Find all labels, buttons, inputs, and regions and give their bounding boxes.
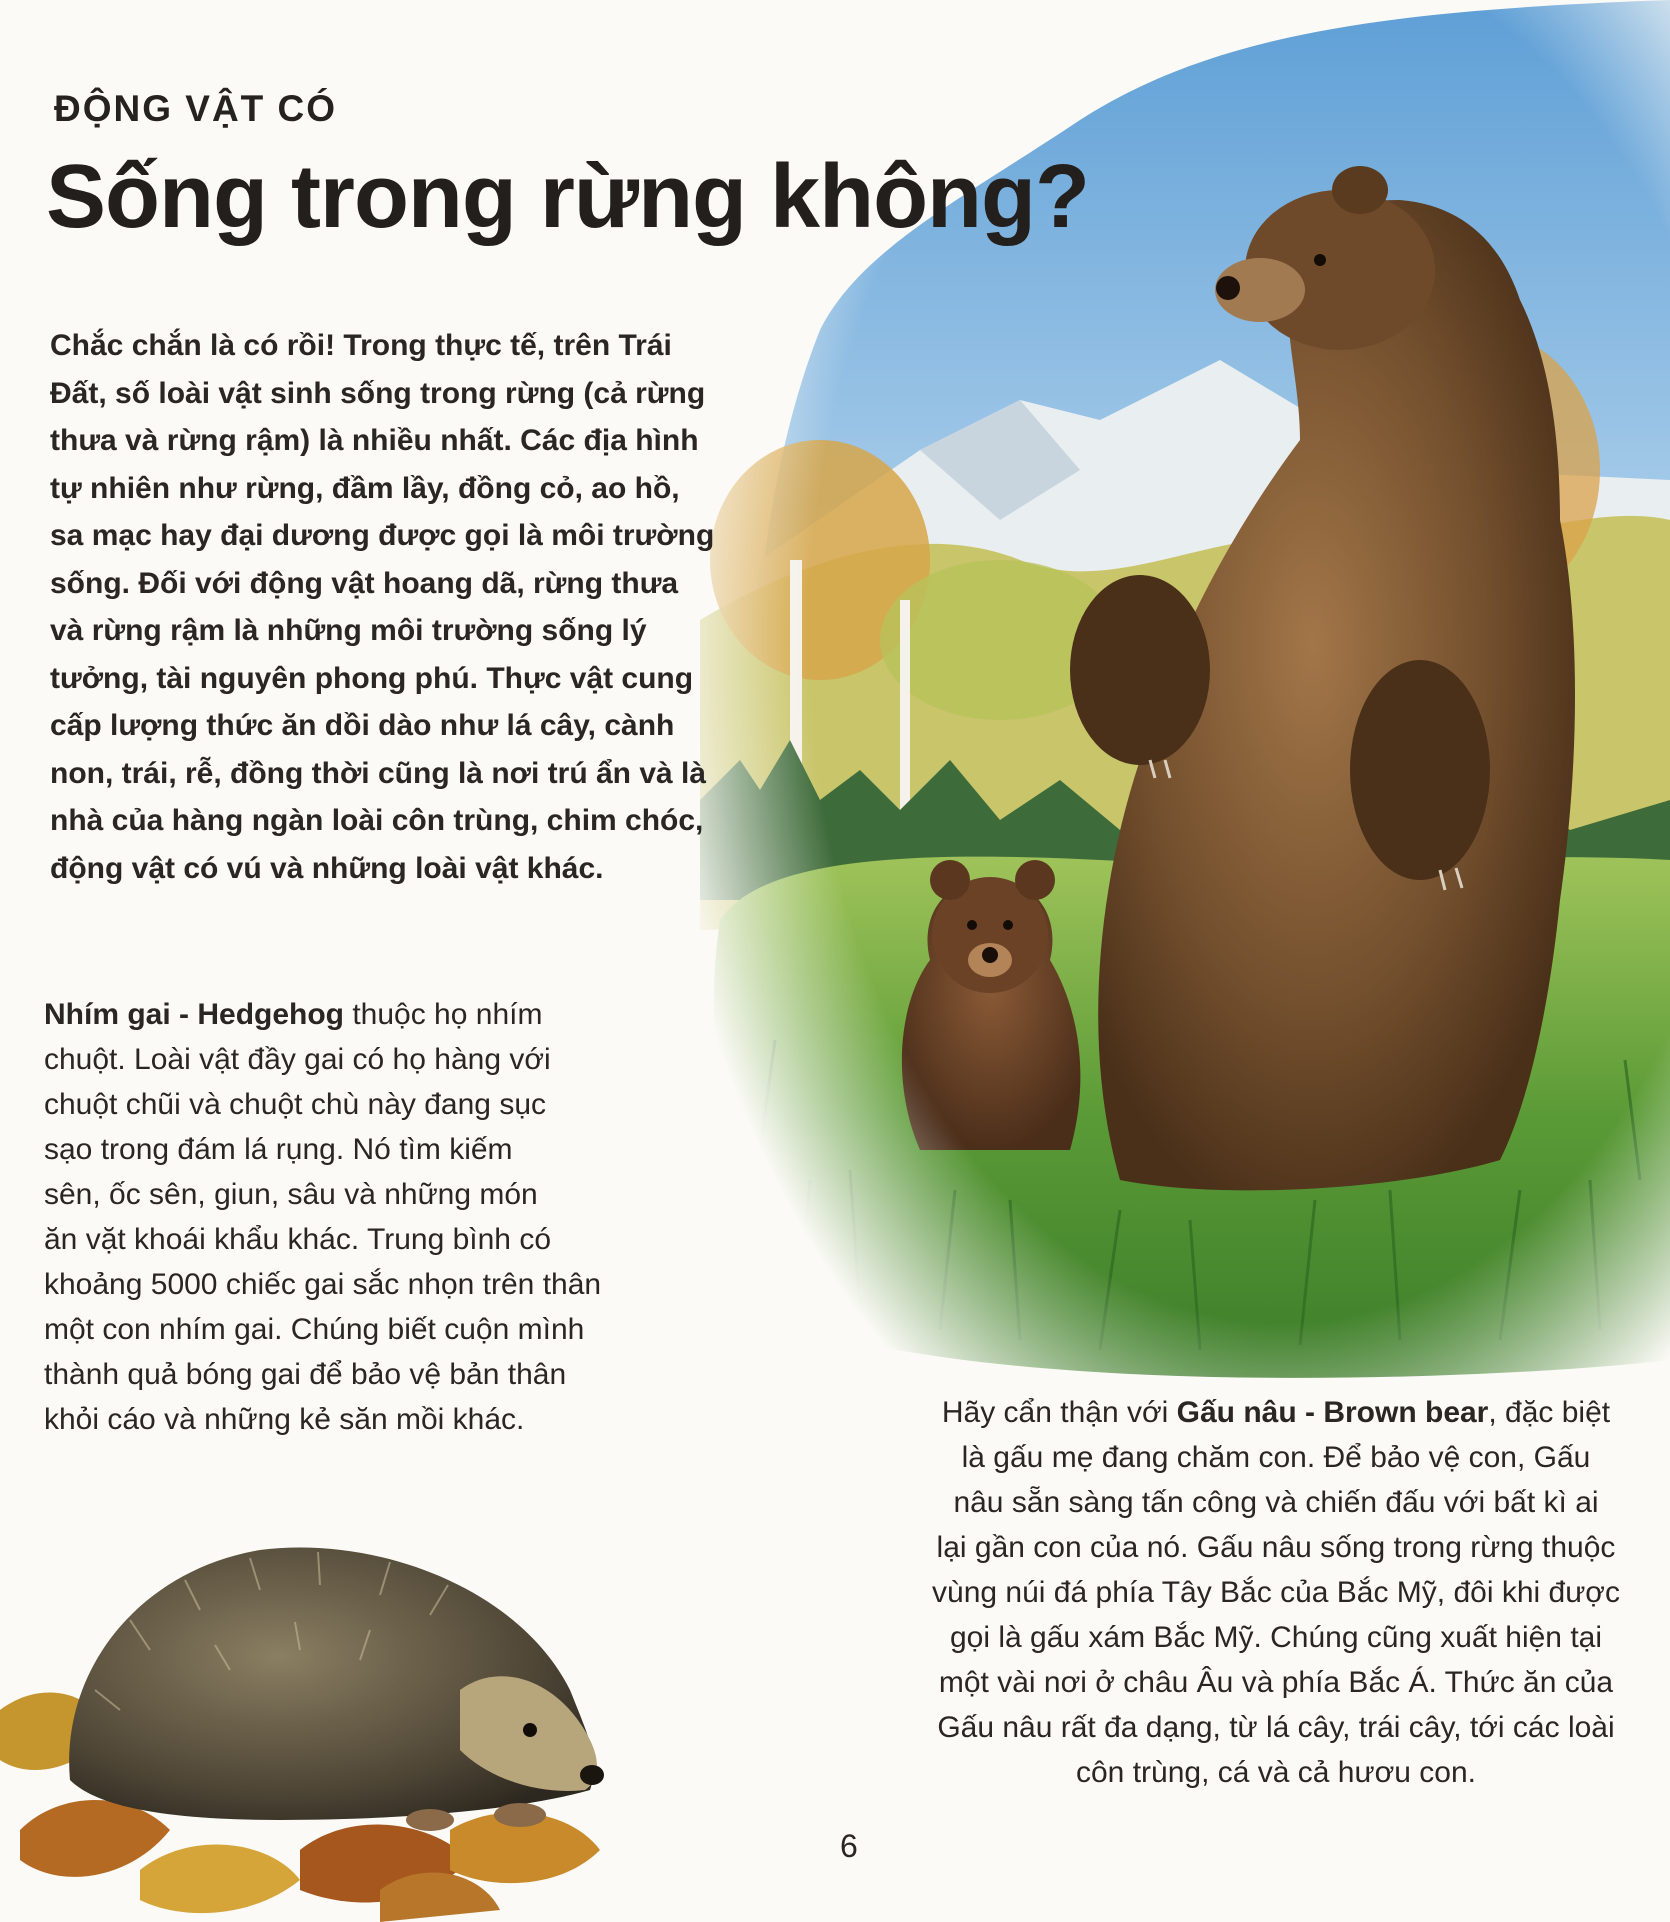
hedgehog-name: Nhím gai - Hedgehog bbox=[44, 998, 344, 1031]
heading-kicker: ĐỘNG VẬT CÓ bbox=[54, 88, 338, 129]
brown-bear-name: Gấu nâu - Brown bear bbox=[1176, 1396, 1489, 1429]
intro-paragraph: Chắc chắn là có rồi! Trong thực tế, trên Trái Đất, số loài vật sinh sống trong rừng (cả rừng thưa và rừng rậm) là nhiều nhất. Các địa hình tự nhiên như rừng, đầm lầy, đồng cỏ, ao hồ, sa mạc hay đại dương được gọi là môi trường sống. Đối với động vật hoang dã, rừng thưa và rừng rậm là những môi trường sống lý tưởng, tài nguyên phong phú. Thực vật cung cấp lượng thức ăn dồi dào như lá cây, cành non, trái, rễ, đồng thời cũng là nơi trú ẩn và là nhà của hàng ngàn loài côn trùng, chim chóc, động vật có vú và những loài vật khác. bbox=[50, 329, 715, 885]
hedgehog-illustration bbox=[0, 1450, 660, 1922]
brown-bear-caption bbox=[856, 1390, 1670, 1795]
hedgehog-description: thuộc họ nhím chuột. Loài vật đầy gai có họ hàng với chuột chũi và chuột chù này đang sục sạo trong đám lá rụng. Nó tìm kiếm sên, ốc sên, giun, sâu và những món ăn vặt khoái khẩu khác. Trung bình có khoảng 5000 chiếc gai sắc nhọn trên thân một con nhím gai. Chúng biết cuộn mình thành quả bóng gai để bảo vệ bản thân khỏi cáo và những kẻ săn mồi khác. bbox=[44, 998, 602, 1436]
hedgehog-caption bbox=[44, 992, 764, 1442]
brown-bear-lead: Hãy cẩn thận với bbox=[941, 1396, 1177, 1429]
page-title: Sống trong rừng không? bbox=[46, 147, 1089, 247]
brown-bear-description: , đặc biệt là gấu mẹ đang chăm con. Để bảo vệ con, Gấu nâu sẵn sàng tấn công và chiến đấu với bất kì ai lại gần con của nó. Gấu nâu sống trong rừng thuộc vùng núi đá phía Tây Bắc của Bắc Mỹ, đôi khi được gọi là gấu xám Bắc Mỹ. Chúng cũng xuất hiện tại một vài nơi ở châu Âu và phía Bắc Á. Thức ăn của Gấu nâu rất đa dạng, từ lá cây, trái cây, tới các loài côn trùng, cá và cả hươu con. bbox=[932, 1396, 1620, 1789]
page-number: 6 bbox=[840, 1828, 858, 1864]
